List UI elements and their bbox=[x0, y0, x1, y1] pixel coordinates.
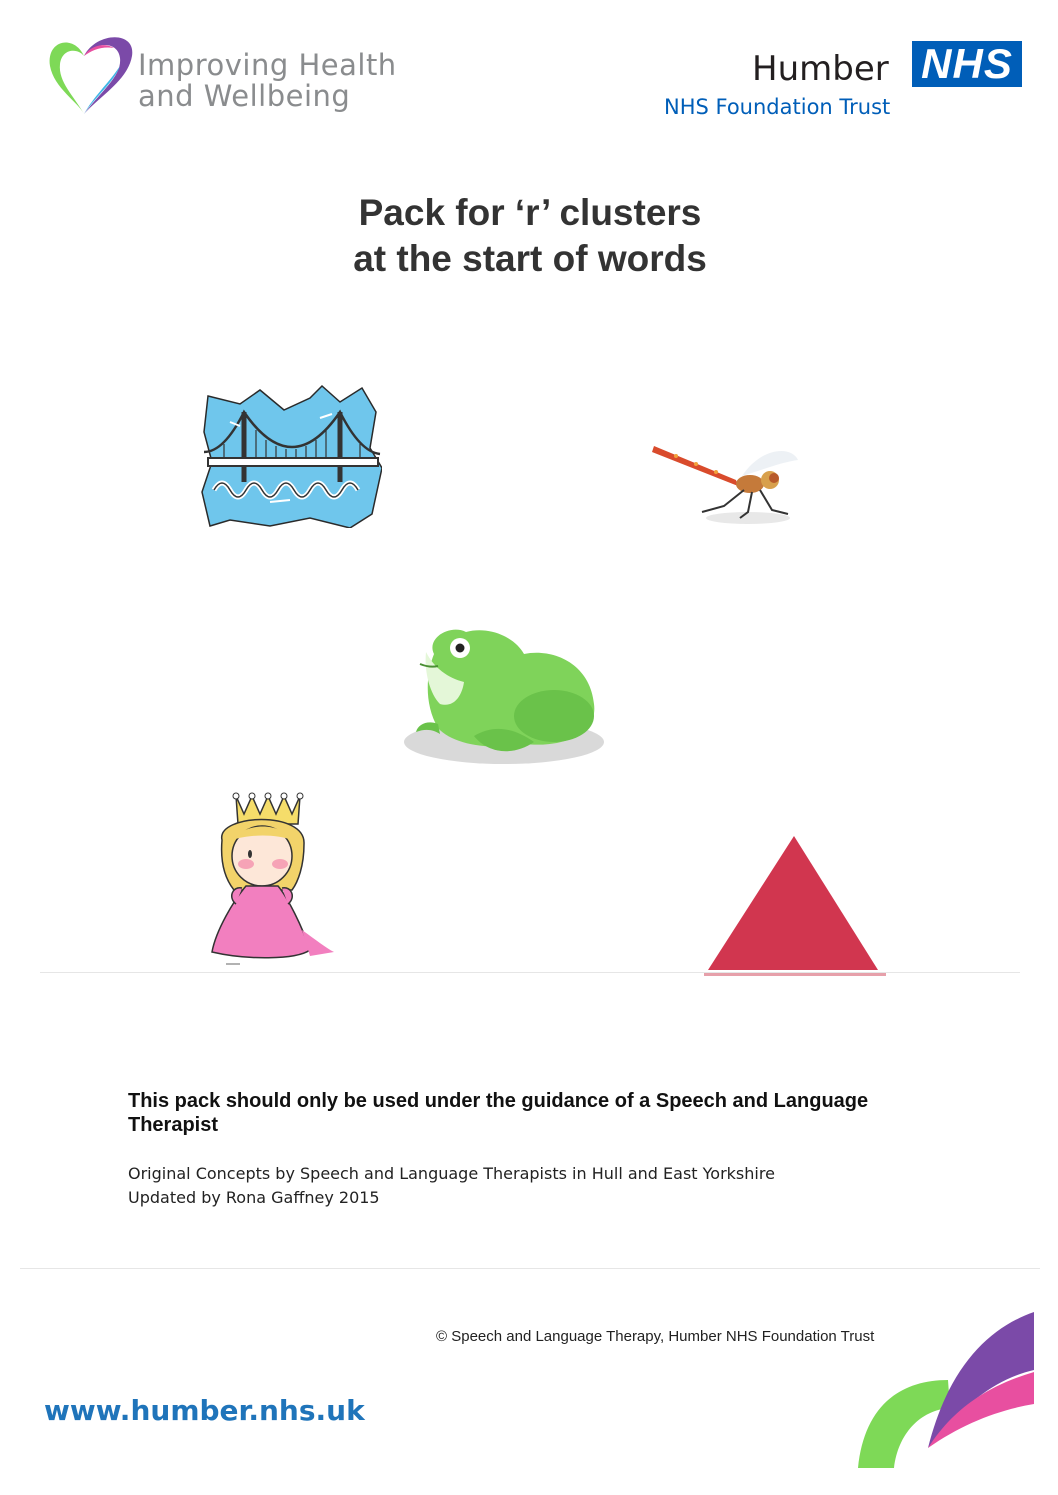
copyright-text: © Speech and Language Therapy, Humber NHS Foundation Trust bbox=[436, 1328, 875, 1345]
logo-line-2: and Wellbeing bbox=[138, 79, 351, 113]
foundation-trust-text: NHS Foundation Trust bbox=[664, 95, 891, 119]
humber-swoosh-icon bbox=[858, 1308, 1038, 1468]
princess-icon bbox=[206, 790, 336, 966]
triangle-icon bbox=[700, 832, 890, 982]
page-title bbox=[250, 190, 810, 282]
credit-line-2: Updated by Rona Gaffney 2015 bbox=[128, 1188, 380, 1207]
humber-logo-word: Humber bbox=[752, 49, 889, 89]
credits bbox=[128, 1162, 775, 1210]
logo-line-1: Improving Health bbox=[138, 48, 397, 82]
improving-health-logo-text bbox=[138, 50, 397, 112]
heart-logo-icon bbox=[44, 26, 136, 118]
scan-line bbox=[20, 1268, 1040, 1269]
title-line-1: Pack for ‘r’ clusters bbox=[358, 192, 702, 233]
frog-icon bbox=[404, 624, 608, 766]
dragonfly-icon bbox=[652, 426, 804, 526]
guidance-note: This pack should only be used under the guidance of a Speech and Language Therapist bbox=[128, 1090, 869, 1136]
bridge-icon bbox=[200, 382, 382, 528]
title-line-2: at the start of words bbox=[353, 238, 707, 279]
website-link[interactable]: www.humber.nhs.uk bbox=[44, 1394, 365, 1427]
nhs-logo-badge: NHS bbox=[912, 41, 1022, 87]
credit-line-1: Original Concepts by Speech and Language Therapists in Hull and East Yorkshire bbox=[128, 1164, 775, 1183]
scan-line bbox=[40, 972, 1020, 973]
